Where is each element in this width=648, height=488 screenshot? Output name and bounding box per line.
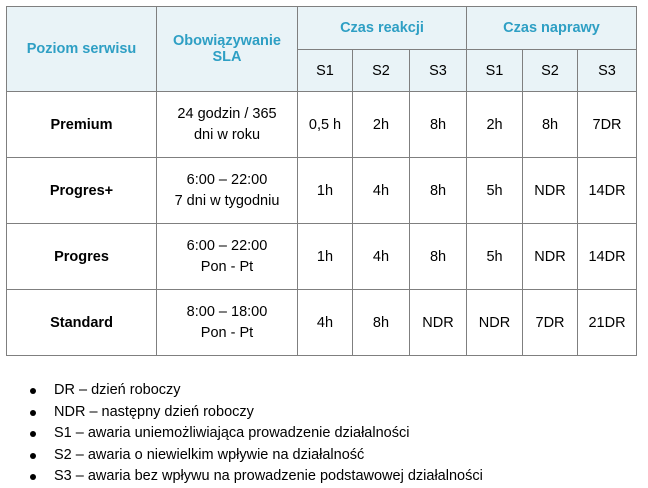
repair-s1-cell: 2h [467, 92, 523, 158]
subheader-reaction-s1: S1 [298, 50, 353, 92]
repair-s3-cell: 21DR [578, 290, 637, 356]
reaction-s1-cell: 0,5 h [298, 92, 353, 158]
legend-item: S2 – awaria o niewielkim wpływie na działalność [30, 445, 483, 467]
service-level-cell: Progres [7, 224, 157, 290]
repair-s2-cell: NDR [523, 158, 578, 224]
header-service-level: Poziom serwisu [7, 7, 157, 92]
reaction-s3-cell: NDR [410, 290, 467, 356]
reaction-s3-cell: 8h [410, 158, 467, 224]
table-row [7, 224, 637, 290]
reaction-s3-cell: 8h [410, 92, 467, 158]
reaction-s3-cell: 8h [410, 224, 467, 290]
table-row [7, 92, 637, 158]
subheader-reaction-s2: S2 [353, 50, 410, 92]
service-level-cell: Standard [7, 290, 157, 356]
bullet-icon [30, 453, 36, 459]
legend-item: DR – dzień roboczy [30, 380, 483, 402]
repair-s2-cell: NDR [523, 224, 578, 290]
reaction-s1-cell: 1h [298, 224, 353, 290]
legend-list [0, 380, 483, 488]
sla-table [6, 6, 637, 356]
legend-item: S3 – awaria bez wpływu na prowadzenie podstawowej działalności [30, 466, 483, 488]
subheader-repair-s2: S2 [523, 50, 578, 92]
repair-s3-cell: 14DR [578, 158, 637, 224]
sla-hours-cell: 24 godzin / 365 dni w roku [157, 92, 298, 158]
repair-s2-cell: 7DR [523, 290, 578, 356]
repair-s1-cell: 5h [467, 224, 523, 290]
table-row [7, 158, 637, 224]
repair-s2-cell: 8h [523, 92, 578, 158]
repair-s1-cell: NDR [467, 290, 523, 356]
repair-s3-cell: 14DR [578, 224, 637, 290]
subheader-reaction-s3: S3 [410, 50, 467, 92]
bullet-icon [30, 431, 36, 437]
service-level-cell: Premium [7, 92, 157, 158]
header-reaction-time: Czas reakcji [298, 7, 467, 50]
repair-s3-cell: 7DR [578, 92, 637, 158]
bullet-icon [30, 388, 36, 394]
repair-s1-cell: 5h [467, 158, 523, 224]
reaction-s2-cell: 4h [353, 224, 410, 290]
header-sla-validity: Obowiązywanie SLA [157, 7, 298, 92]
bullet-icon [30, 474, 36, 480]
sla-hours-cell: 6:00 – 22:00 7 dni w tygodniu [157, 158, 298, 224]
subheader-repair-s1: S1 [467, 50, 523, 92]
legend-item: NDR – następny dzień roboczy [30, 402, 483, 424]
reaction-s2-cell: 8h [353, 290, 410, 356]
sla-hours-cell: 8:00 – 18:00 Pon - Pt [157, 290, 298, 356]
table-row [7, 290, 637, 356]
reaction-s2-cell: 4h [353, 158, 410, 224]
header-repair-time: Czas naprawy [467, 7, 637, 50]
subheader-repair-s3: S3 [578, 50, 637, 92]
bullet-icon [30, 410, 36, 416]
reaction-s1-cell: 4h [298, 290, 353, 356]
legend-item: S1 – awaria uniemożliwiająca prowadzenie działalności [30, 423, 483, 445]
service-level-cell: Progres+ [7, 158, 157, 224]
reaction-s2-cell: 2h [353, 92, 410, 158]
reaction-s1-cell: 1h [298, 158, 353, 224]
sla-hours-cell: 6:00 – 22:00 Pon - Pt [157, 224, 298, 290]
